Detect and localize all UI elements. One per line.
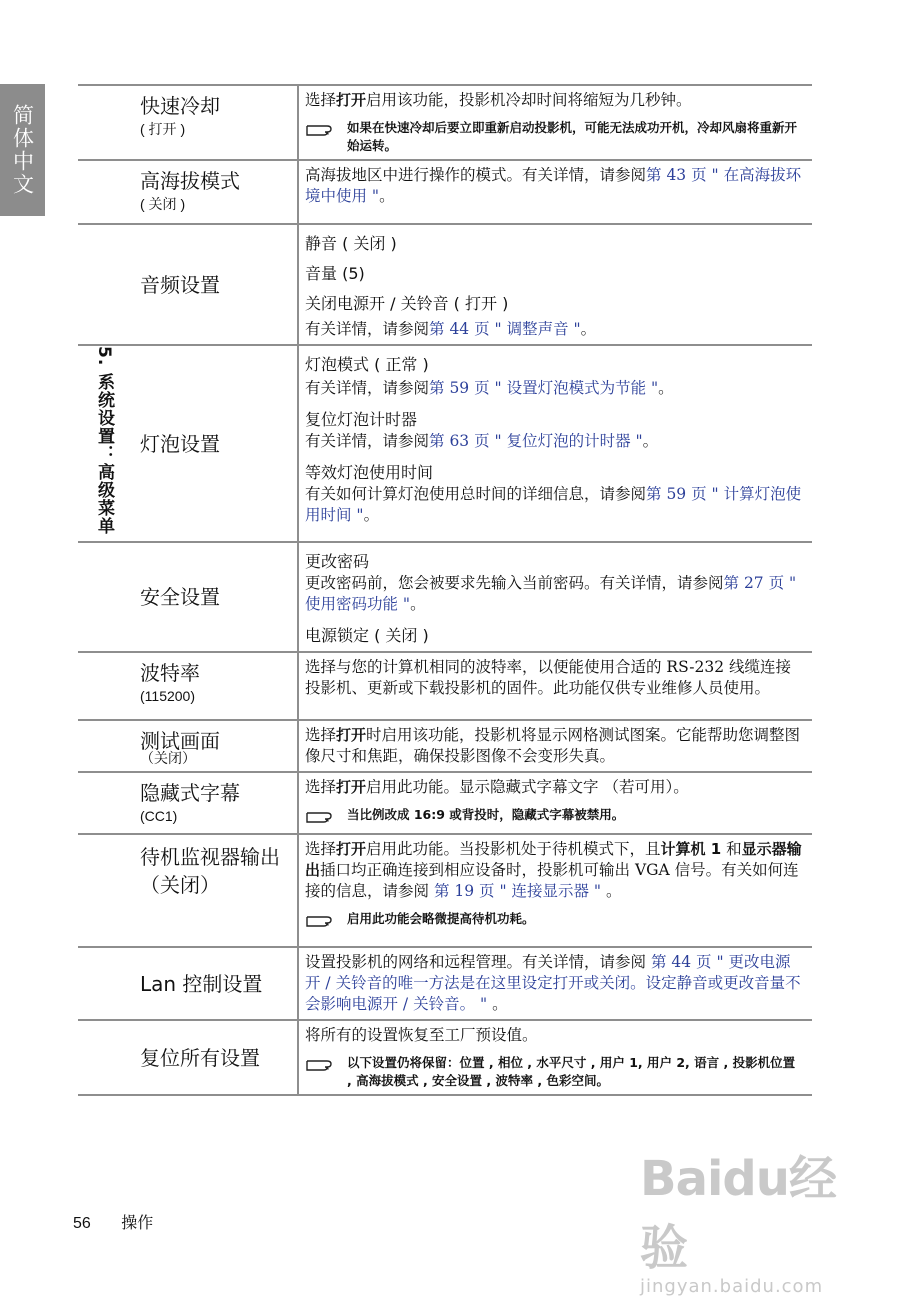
setting-name: 灯泡设置 [140, 431, 220, 456]
sub-setting: 复位灯泡计时器 [305, 410, 418, 429]
page-link[interactable]: 第 63 页 " 复位灯泡的计时器 " [429, 432, 643, 450]
page-link[interactable]: 第 27 页 " 使用密码功能 " [305, 574, 797, 613]
keyword-open: 打开 [336, 840, 367, 858]
row-name [130, 834, 298, 947]
desc-text: 。 [580, 320, 597, 338]
row-description [298, 160, 812, 224]
desc-text: 。 [642, 432, 659, 450]
desc-text: 更改密码前，您会被要求先输入当前密码。有关详情，请参阅 [305, 574, 724, 592]
row-description [298, 720, 812, 772]
setting-value: ( 打开 ) [140, 121, 186, 137]
desc-text: 和 [721, 840, 742, 858]
note-text: 如果在快速冷却后要立即重新启动投影机，可能无法成功开机，冷却风扇将重新开始运转。 [347, 120, 798, 153]
row-description [298, 224, 812, 345]
row-description [298, 947, 812, 1020]
desc-text: 启用此功能。当投影机处于待机模式下，且 [366, 840, 661, 858]
desc-text: 启用该功能，投影机冷却时间将缩短为几秒钟。 [366, 91, 692, 109]
setting-name: 高海拔模式 [140, 169, 240, 193]
row-description [298, 772, 812, 834]
desc-text: 。 [487, 995, 508, 1013]
row-name [130, 1020, 298, 1095]
row-audio-settings [78, 224, 812, 345]
desc-text: 。 [601, 882, 622, 900]
sub-setting: 灯泡模式 ( 正常 ) [305, 355, 429, 374]
row-description [298, 345, 812, 542]
language-tab-label: 简体中文 [10, 104, 35, 196]
desc-text: 选择 [305, 778, 337, 796]
setting-value: （关闭） [140, 750, 196, 766]
row-description [298, 652, 812, 720]
setting-name: 隐藏式字幕 [140, 781, 240, 805]
setting-name: 复位所有设置 [140, 1045, 260, 1070]
watermark-brand: Baidu经验 [640, 1151, 836, 1276]
row-description [298, 85, 812, 160]
row-baud-rate [78, 652, 812, 720]
row-name [130, 720, 298, 772]
advanced-menu-table [78, 84, 812, 1096]
desc-text: 设置投影机的网络和远程管理。有关详情，请参阅 [305, 953, 651, 971]
row-closed-caption [78, 772, 812, 834]
note-text: 启用此功能会略微提高待机功耗。 [347, 911, 535, 926]
keyword-open: 打开 [336, 726, 367, 744]
row-quick-cool [78, 85, 812, 160]
baidu-watermark [640, 1140, 880, 1297]
desc-text: 启用此功能。显示隐藏式字幕文字 （若可用）。 [366, 778, 689, 796]
row-name [130, 160, 298, 224]
sub-setting: 更改密码 [305, 552, 370, 571]
page-link[interactable]: 第 59 页 " 设置灯泡模式为节能 " [429, 379, 659, 397]
setting-name: 快速冷却 [140, 94, 220, 118]
desc-text: 有关详情，请参阅 [305, 379, 430, 397]
page-link[interactable]: 第 43 页 " 在高海拔环境中使用 " [305, 166, 802, 205]
row-lamp-settings [78, 345, 812, 542]
sub-setting: 音量 (5) [305, 264, 365, 283]
page-link[interactable]: 第 19 页 " 连接显示器 " [433, 882, 602, 900]
footer-label: 操作 [121, 1215, 154, 1232]
section-label: 5. 系统设置：高级菜单 [94, 346, 114, 536]
pointing-hand-icon [305, 807, 347, 829]
row-name [130, 345, 298, 542]
keyword-monitor-out: 显示器输出 [305, 840, 802, 879]
desc-text: 有关详情，请参阅 [305, 432, 430, 450]
row-name [130, 947, 298, 1020]
desc-text: 将所有的设置恢复至工厂预设值。 [305, 1026, 538, 1044]
desc-text: 选择 [305, 726, 337, 744]
note [305, 119, 804, 155]
page-link[interactable]: 第 44 页 " 调整声音 " [429, 320, 581, 338]
row-name [130, 85, 298, 160]
setting-value: (CC1) [140, 808, 178, 824]
setting-name: 测试画面 [140, 729, 220, 753]
desc-text: 选择 [305, 840, 337, 858]
row-description [298, 834, 812, 947]
note [305, 910, 804, 933]
pointing-hand-icon [305, 911, 347, 933]
setting-name: Lan 控制设置 [140, 971, 263, 996]
note [305, 806, 804, 829]
row-name [130, 224, 298, 345]
watermark-url: jingyan.baidu.com [640, 1276, 824, 1297]
setting-name: 波特率 [140, 661, 200, 685]
language-tab [0, 84, 45, 216]
desc-text: 。 [363, 506, 380, 524]
keyword-open: 打开 [336, 91, 367, 109]
pointing-hand-icon [305, 1055, 347, 1077]
sub-setting: 等效灯泡使用时间 [305, 463, 434, 482]
desc-text: 有关详情，请参阅 [305, 320, 430, 338]
note [305, 1054, 804, 1090]
pointing-hand-icon [305, 120, 347, 142]
page-footer [73, 1210, 153, 1233]
row-lan-control [78, 947, 812, 1020]
page-link[interactable]: 第 59 页 " 计算灯泡使用时间 " [305, 485, 802, 524]
desc-text: 选择 [305, 91, 337, 109]
row-description [298, 542, 812, 652]
desc-text: 。 [410, 595, 426, 613]
desc-text: 。 [658, 379, 674, 397]
desc-text: 时启用该功能，投影机将显示网格测试图案。它能帮助您调整图像尺寸和焦距，确保投影图像不会变形失真。 [305, 726, 801, 765]
row-high-altitude [78, 160, 812, 224]
desc-text: 插口均正确连接到相应设备时，投影机可输出 VGA 信号。有关如何连接的信息，请参阅 [305, 861, 799, 900]
page-number: 56 [73, 1215, 91, 1232]
sub-setting: 关闭电源开 / 关铃音 ( 打开 ) [305, 294, 509, 313]
row-name [130, 542, 298, 652]
row-standby-monitor-out [78, 834, 812, 947]
desc-text: 。 [379, 187, 395, 205]
desc-text: 有关如何计算灯泡使用总时间的详细信息，请参阅 [305, 485, 647, 503]
sub-setting: 静音 ( 关闭 ) [305, 234, 397, 253]
row-description [298, 1020, 812, 1095]
desc-text: 高海拔地区中进行操作的模式。有关详情，请参阅 [305, 166, 647, 184]
setting-value: (115200) [140, 688, 196, 704]
desc-text: 选择与您的计算机相同的波特率，以便能使用合适的 RS-232 线缆连接投影机、更新或下载投影机的固件。此功能仅供专业维修人员使用。 [305, 658, 792, 697]
row-name [130, 772, 298, 834]
note-text: 当比例改成 16:9 或背投时，隐藏式字幕被禁用。 [347, 807, 625, 822]
keyword-computer-1: 计算机 1 [660, 840, 722, 858]
note-text: 以下设置仍将保留：位置 , 相位 , 水平尺寸 , 用户 1, 用户 2, 语言 , 投影机位置 , 高海拔模式 , 安全设置 , 波特率 , 色彩空间。 [347, 1055, 796, 1088]
row-reset-all [78, 1020, 812, 1095]
row-security-settings [78, 542, 812, 652]
page-link[interactable]: 第 44 页 " 更改电源开 / 关铃音的唯一方法是在这里设定打开或关闭。设定静音或更改音量不会影响电源开 / 关铃音。 " [305, 953, 801, 1013]
setting-value: ( 关闭 ) [140, 196, 186, 212]
sub-setting: 电源锁定 ( 关闭 ) [305, 626, 429, 645]
setting-name: 安全设置 [140, 585, 220, 609]
setting-name: 待机监视器输出 （关闭） [140, 845, 280, 897]
keyword-open: 打开 [336, 778, 367, 796]
row-name [130, 652, 298, 720]
row-test-pattern [78, 720, 812, 772]
setting-name: 音频设置 [140, 272, 220, 297]
